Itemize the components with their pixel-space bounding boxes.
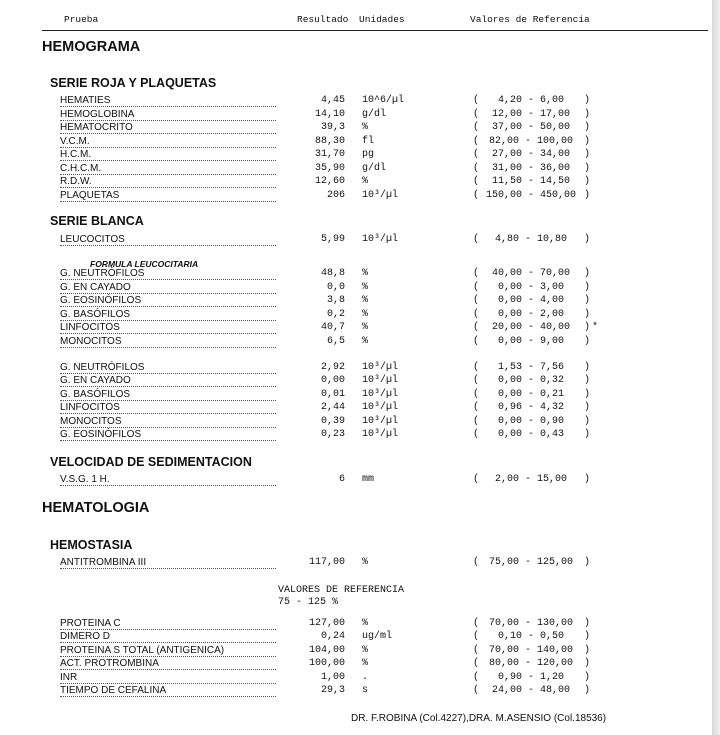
section-title-hematologia: HEMATOLOGIA (42, 500, 150, 516)
test-value: 0,39 (320, 415, 345, 427)
test-name: G. BASÓFILOS (60, 388, 131, 400)
ref-open-paren: ( (473, 375, 480, 387)
ref-open-paren: ( (473, 388, 480, 400)
result-row (0, 474, 712, 487)
result-row (0, 190, 712, 203)
ref-close-paren: ) (584, 122, 591, 133)
ref-close-paren: ) (584, 631, 591, 643)
result-row (0, 336, 712, 349)
ref-open-paren: ( (473, 108, 480, 120)
reference-range: 70,00 - 140,00 (488, 644, 573, 656)
result-row (0, 295, 712, 308)
ref-close-paren: ) (584, 429, 591, 440)
test-name: MONOCITOS (60, 335, 122, 347)
reference-range: 4,80 - 10,80 (494, 234, 567, 245)
ref-close-paren: ) (584, 322, 591, 333)
test-unit: % (362, 618, 369, 629)
result-row (0, 309, 712, 322)
ref-open-paren: ( (473, 234, 480, 245)
test-value: 0,01 (320, 388, 345, 400)
ref-open-paren: ( (473, 557, 480, 568)
signature-line: DR. F.ROBINA (Col.4227),DRA. M.ASENSIO (Col.18536) (351, 713, 607, 724)
test-unit: pg (362, 149, 375, 160)
test-value: 5,99 (320, 234, 345, 245)
result-row (0, 163, 712, 176)
ref-close-paren: ) (584, 149, 591, 160)
ref-close-paren: ) (584, 402, 591, 414)
test-value: 39,3 (320, 122, 345, 133)
ref-close-paren: ) (584, 189, 591, 201)
ref-close-paren: ) (584, 671, 591, 683)
test-value: 31,70 (314, 149, 345, 160)
result-row (0, 95, 712, 108)
test-name: INR (60, 671, 78, 683)
ref-close-paren: ) (584, 162, 591, 174)
test-unit: 10³/µl (362, 429, 399, 440)
result-row (0, 672, 712, 685)
test-unit: % (362, 268, 369, 279)
test-unit: 10³/µl (362, 375, 399, 387)
result-row (0, 645, 712, 658)
leader-dots (60, 142, 276, 148)
result-row (0, 149, 712, 162)
reference-range: 0,00 - 9,00 (497, 335, 564, 347)
reference-range: 0,96 - 4,32 (497, 402, 564, 414)
result-row (0, 375, 712, 388)
test-value: 206 (326, 189, 345, 201)
ref-close-paren: ) (584, 335, 591, 347)
test-name: ACT. PROTROMBINA (60, 658, 159, 670)
ref-close-paren: ) (584, 375, 591, 387)
test-name: R.D.W. (60, 176, 92, 187)
test-name: LEUCOCITOS (60, 234, 125, 245)
leader-dots (60, 155, 276, 161)
result-row (0, 557, 712, 570)
ref-open-paren: ( (473, 176, 480, 187)
ref-open-paren: ( (473, 268, 480, 279)
result-row (0, 136, 712, 149)
reference-range: 1,53 - 7,56 (497, 362, 564, 373)
test-name: LINFOCITOS (60, 402, 120, 414)
ref-open-paren: ( (473, 429, 480, 440)
test-unit: ug/ml (362, 631, 393, 643)
reference-range: 27,00 - 34,00 (491, 149, 570, 160)
test-unit: % (362, 644, 369, 656)
test-value: 6 (338, 474, 345, 485)
test-name: G. EOSINÓFILOS (60, 295, 142, 306)
test-name: PLAQUETAS (60, 189, 120, 201)
reference-range: 0,00 - 2,00 (497, 308, 564, 320)
test-value: 0,23 (320, 429, 345, 440)
test-value: 29,3 (320, 685, 345, 696)
reference-range: 20,00 - 40,00 (491, 322, 570, 333)
column-header-result: Resultado (297, 14, 349, 25)
subsection-title-hemostasia: HEMOSTASIA (50, 538, 133, 552)
reference-range: 40,00 - 70,00 (491, 268, 570, 279)
result-row (0, 362, 712, 375)
test-unit: s (362, 685, 369, 696)
ref-close-paren: ) (584, 685, 591, 696)
test-name: PROTEINA S TOTAL (ANTIGENICA) (60, 644, 225, 656)
ref-close-paren: ) (584, 268, 591, 279)
section-title-hemograma: HEMOGRAMA (42, 39, 141, 55)
result-row (0, 685, 712, 698)
reference-range: 0,00 - 3,00 (497, 281, 564, 293)
result-row (0, 658, 712, 671)
test-unit: mm (362, 474, 375, 485)
test-unit: 10³/µl (362, 234, 399, 245)
test-name: G. EN CAYADO (60, 281, 131, 293)
test-value: 35,90 (314, 162, 345, 174)
result-row (0, 122, 712, 135)
test-value: 0,2 (326, 308, 345, 320)
result-row (0, 109, 712, 122)
ref-open-paren: ( (473, 618, 480, 629)
test-name: HEMATIES (60, 95, 111, 106)
ref-open-paren: ( (473, 149, 480, 160)
test-name: G. EOSINÓFILOS (60, 429, 142, 440)
test-unit: g/dl (362, 108, 387, 120)
result-row (0, 631, 712, 644)
reference-range: 82,00 - 100,00 (488, 135, 573, 147)
ref-open-paren: ( (473, 135, 480, 147)
test-value: 3,8 (326, 295, 345, 306)
reference-range: 0,00 - 0,21 (497, 388, 564, 400)
ref-close-paren: ) (584, 474, 591, 485)
ref-open-paren: ( (473, 95, 480, 106)
result-row (0, 234, 712, 247)
ref-close-paren: ) (584, 308, 591, 320)
ref-close-paren: ) (584, 234, 591, 245)
leader-dots (60, 182, 276, 188)
test-unit: % (362, 281, 369, 293)
test-value: 117,00 (308, 557, 345, 568)
test-value: 12,60 (314, 176, 345, 187)
test-unit: g/dl (362, 162, 387, 174)
test-unit: . (362, 671, 369, 683)
result-row (0, 389, 712, 402)
test-value: 2,92 (320, 362, 345, 373)
subsection-title-serie-roja: SERIE ROJA Y PLAQUETAS (50, 76, 217, 90)
ref-open-paren: ( (473, 189, 480, 201)
test-value: 4,45 (320, 95, 345, 106)
test-name: TIEMPO DE CEFALINA (60, 685, 167, 696)
ref-close-paren: ) (584, 95, 591, 106)
header-divider (42, 30, 708, 31)
reference-range: 0,00 - 0,90 (497, 415, 564, 427)
ref-open-paren: ( (473, 658, 480, 670)
test-name: H.C.M. (60, 149, 92, 160)
test-unit: % (362, 322, 369, 333)
test-unit: % (362, 308, 369, 320)
reference-range: 150,00 - 450,00 (485, 189, 576, 201)
test-unit: 10³/µl (362, 388, 399, 400)
reference-range: 2,00 - 15,00 (494, 474, 567, 485)
ref-close-paren: ) (584, 176, 591, 187)
test-name: ANTITROMBINA III (60, 557, 147, 568)
reference-range: 0,10 - 0,50 (497, 631, 564, 643)
ref-open-paren: ( (473, 631, 480, 643)
result-row (0, 429, 712, 442)
ref-close-paren: ) (584, 618, 591, 629)
ref-close-paren: ) (584, 658, 591, 670)
ref-close-paren: ) (584, 557, 591, 568)
reference-range: 75,00 - 125,00 (488, 557, 573, 568)
reference-range: 80,00 - 120,00 (488, 658, 573, 670)
reference-range: 31,00 - 36,00 (491, 162, 570, 174)
test-name: G. BASÓFILOS (60, 308, 131, 320)
ref-close-paren: ) (584, 108, 591, 120)
result-row (0, 282, 712, 295)
reference-range: 70,00 - 130,00 (488, 618, 573, 629)
test-unit: 10^6/µl (362, 95, 405, 106)
test-unit: % (362, 122, 369, 133)
ref-open-paren: ( (473, 162, 480, 174)
ref-open-paren: ( (473, 295, 480, 306)
result-row (0, 176, 712, 189)
test-unit: 10³/µl (362, 362, 399, 373)
ref-open-paren: ( (473, 122, 480, 133)
ref-open-paren: ( (473, 671, 480, 683)
ref-open-paren: ( (473, 322, 480, 333)
reference-note-title: VALORES DE REFERENCIA (278, 585, 405, 596)
formula-leucocitaria-title: FORMULA LEUCOCITARIA (90, 259, 199, 269)
test-value: 2,44 (320, 402, 345, 414)
test-value: 104,00 (308, 644, 345, 656)
result-row (0, 322, 712, 335)
test-name: G. NEUTRÓFILOS (60, 362, 145, 373)
test-name: MONOCITOS (60, 415, 122, 427)
result-row (0, 416, 712, 429)
ref-close-paren: ) (584, 135, 591, 147)
test-value: 88,30 (314, 135, 345, 147)
test-name: PROTEINA C (60, 618, 121, 629)
result-row (0, 402, 712, 415)
ref-open-paren: ( (473, 362, 480, 373)
result-row (0, 618, 712, 631)
leader-dots (60, 678, 276, 684)
ref-close-paren: ) (584, 415, 591, 427)
ref-open-paren: ( (473, 281, 480, 293)
test-value: 0,00 (320, 375, 345, 387)
ref-close-paren: ) (584, 295, 591, 306)
test-unit: fl (362, 135, 375, 147)
column-header-reference: Valores de Referencia (470, 14, 590, 25)
reference-range: 0,00 - 4,00 (497, 295, 564, 306)
result-row (0, 268, 712, 281)
test-unit: 10³/µl (362, 415, 399, 427)
test-name: V.C.M. (60, 135, 90, 147)
test-unit: 10³/µl (362, 402, 399, 414)
reference-range: 24,00 - 48,00 (491, 685, 570, 696)
test-value: 100,00 (308, 658, 345, 670)
test-value: 0,24 (320, 631, 345, 643)
ref-open-paren: ( (473, 402, 480, 414)
test-name: C.H.C.M. (60, 162, 102, 174)
ref-open-paren: ( (473, 415, 480, 427)
reference-range: 37,00 - 50,00 (491, 122, 570, 133)
column-header-units: Unidades (359, 14, 405, 25)
test-name: G. NEUTRÓFILOS (60, 268, 145, 279)
reference-range: 0,00 - 0,32 (497, 375, 564, 387)
reference-range: 0,00 - 0,43 (497, 429, 564, 440)
reference-range: 4,20 - 6,00 (497, 95, 564, 106)
reference-range: 12,00 - 17,00 (491, 108, 570, 120)
test-unit: % (362, 176, 369, 187)
test-unit: % (362, 557, 369, 568)
test-value: 6,5 (326, 335, 345, 347)
subsection-title-vsg: VELOCIDAD DE SEDIMENTACION (50, 455, 252, 469)
reference-range: 0,90 - 1,20 (497, 671, 564, 683)
ref-close-paren: ) (584, 281, 591, 293)
test-value: 14,10 (314, 108, 345, 120)
test-name: G. EN CAYADO (60, 375, 131, 387)
test-unit: % (362, 335, 369, 347)
reference-note-range: 75 - 125 % (278, 597, 339, 608)
ref-open-paren: ( (473, 685, 480, 696)
test-name: DIMERO D (60, 631, 110, 643)
reference-range: 11,50 - 14,50 (491, 176, 570, 187)
test-name: HEMATOCRITO (60, 122, 133, 133)
test-name: V.S.G. 1 H. (60, 474, 110, 485)
ref-close-paren: ) (584, 388, 591, 400)
out-of-range-flag: * (592, 322, 599, 333)
test-unit: % (362, 295, 369, 306)
test-value: 48,8 (320, 268, 345, 279)
ref-open-paren: ( (473, 644, 480, 656)
test-name: HEMOGLOBINA (60, 108, 135, 120)
page-edge-shadow (712, 0, 720, 735)
subsection-title-serie-blanca: SERIE BLANCA (50, 214, 144, 228)
test-unit: 10³/µl (362, 189, 399, 201)
ref-close-paren: ) (584, 644, 591, 656)
ref-close-paren: ) (584, 362, 591, 373)
test-value: 127,00 (308, 618, 345, 629)
ref-open-paren: ( (473, 474, 480, 485)
column-header-test: Prueba (64, 14, 99, 25)
ref-open-paren: ( (473, 308, 480, 320)
test-name: LINFOCITOS (60, 322, 120, 333)
test-value: 40,7 (320, 322, 345, 333)
test-value: 1,00 (320, 671, 345, 683)
ref-open-paren: ( (473, 335, 480, 347)
test-unit: % (362, 658, 369, 670)
test-value: 0,0 (326, 281, 345, 293)
